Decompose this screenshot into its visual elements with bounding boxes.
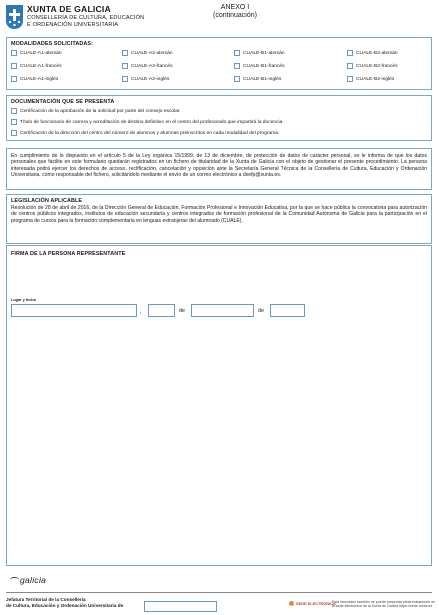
modalidad-option xyxy=(11,76,58,82)
modalidad-option xyxy=(347,76,394,82)
modalidad-label: CUALE-A1-alemán xyxy=(20,50,62,56)
documentacion-title: DOCUMENTACIÓN QUE SE PRESENTA xyxy=(11,99,115,105)
org-name: XUNTA DE GALICIA xyxy=(27,4,111,14)
modalidad-label: CUALE-A1-francés xyxy=(20,63,62,69)
modalidad-option xyxy=(122,76,169,82)
place-date-label: Lugar y fecha xyxy=(11,298,36,302)
modalidad-option xyxy=(347,50,398,56)
modalidades-section xyxy=(6,37,432,90)
doc-checkbox[interactable] xyxy=(11,130,17,136)
modalidad-label: CUALE-B2-inglés xyxy=(356,76,395,82)
modalidad-checkbox[interactable] xyxy=(122,50,128,56)
annex-subtitle: (continuación) xyxy=(213,12,257,19)
modalidad-option xyxy=(234,63,285,69)
footer-divider xyxy=(6,592,432,593)
sede-electronica-badge xyxy=(289,601,336,606)
sede-label: SEDE ELECTRÓNICA xyxy=(296,601,336,606)
modalidad-label: CUALE-A2-alemán xyxy=(131,50,173,56)
annex-heading xyxy=(205,4,265,20)
modalidad-label: CUALE-B2-alemán xyxy=(356,50,398,56)
sede-text-line1: Esta formulario también se puede presentar electrónicamente en xyxy=(332,600,436,604)
org-department-line2: E ORDENACIÓN UNIVERSITARIA xyxy=(27,22,119,28)
modalidad-option xyxy=(11,63,62,69)
modalidad-checkbox[interactable] xyxy=(11,76,17,82)
modalidad-label: CUALE-A2-inglés xyxy=(131,76,170,82)
privacy-text: En cumplimiento de lo dispuesto en el artículo 5 de la Ley orgánica 15/1999, de 13 de diciembre, de protección de datos de carácter personal, se le informa de que los datos personales que facilite en este formulario quedarán registrados en un fichero de titularidad de la Xunta de Galicia con el objeto de gestionar el presente procedimiento. La persona interesada podrá ejercer los derechos de acceso, rectificación, cancelación y oposición ante la Secretaría General Técnica de la Consellería de Cultura, Educación y Ordenación Universitaria, como responsable del fichero, solicitándolo mediante el envío de un correo electrónico a dxefp@xunta.es. xyxy=(11,153,427,179)
modalidad-checkbox[interactable] xyxy=(347,76,353,82)
place-input[interactable] xyxy=(11,304,137,317)
doc-item xyxy=(11,108,181,114)
legislacion-title: LEGISLACIÓN APLICABLE xyxy=(11,198,83,204)
modalidad-checkbox[interactable] xyxy=(347,50,353,56)
org-department-line1: CONSELLERÍA DE CULTURA, EDUCACIÓN xyxy=(27,15,145,21)
doc-label: Certificación de la aprobación de la solicitud por parte del consejo escolar. xyxy=(20,108,181,114)
office-location-input[interactable] xyxy=(144,601,217,612)
sede-text xyxy=(332,600,435,608)
galicia-logo xyxy=(10,575,46,585)
modalidad-label: CUALE-B1-alemán xyxy=(243,50,285,56)
modalidad-label: CUALE-B2-francés xyxy=(356,63,398,69)
footer-office xyxy=(6,597,123,608)
modalidad-option xyxy=(11,50,62,56)
modalidad-label: CUALE-B1-inglés xyxy=(243,76,282,82)
doc-item xyxy=(11,130,279,136)
doc-item xyxy=(11,119,284,125)
galicia-logo-icon xyxy=(10,577,19,583)
modalidad-label: CUALE-A2-francés xyxy=(131,63,173,69)
year-input[interactable] xyxy=(270,304,305,317)
annex-title: ANEXO I xyxy=(220,4,250,11)
modalidad-checkbox[interactable] xyxy=(234,63,240,69)
modalidad-option xyxy=(234,76,281,82)
modalidad-option xyxy=(122,50,173,56)
legislacion-section xyxy=(6,194,432,244)
firma-section xyxy=(6,245,432,566)
modalidad-checkbox[interactable] xyxy=(234,50,240,56)
modalidades-title: MODALIDADES SOLICITADAS: xyxy=(11,41,93,47)
de-separator: de xyxy=(179,308,185,314)
doc-checkbox[interactable] xyxy=(11,108,17,114)
month-input[interactable] xyxy=(191,304,254,317)
galicia-logo-text: galicia xyxy=(20,575,47,585)
documentacion-section xyxy=(6,95,432,141)
day-input[interactable] xyxy=(148,304,175,317)
doc-checkbox[interactable] xyxy=(11,119,17,125)
footer-office-line1: Jefatura Territorial de la Consellería xyxy=(6,597,86,602)
modalidad-label: CUALE-B1-francés xyxy=(243,63,285,69)
modalidad-label: CUALE-A1-inglés xyxy=(20,76,59,82)
doc-label: Título de funcionario de carrera y acreditación de destino definitivo en el centro del profesorado que impartirá la docencia. xyxy=(20,119,284,125)
footer-office-line2: de Cultura, Educación y Ordenación Universitaria de xyxy=(6,602,124,608)
modalidad-option xyxy=(122,63,173,69)
sede-text-line2: la sede electrónica de la Xunta de Galicia https://sede.xunta.es xyxy=(332,604,433,609)
sede-icon xyxy=(289,601,294,606)
privacy-section xyxy=(6,148,432,190)
modalidad-checkbox[interactable] xyxy=(347,63,353,69)
modalidad-option xyxy=(234,50,285,56)
firma-title: FIRMA DE LA PERSONA REPRESENTANTE xyxy=(11,251,126,257)
modalidad-checkbox[interactable] xyxy=(122,63,128,69)
comma-separator: , xyxy=(140,309,142,315)
modalidad-checkbox[interactable] xyxy=(11,50,17,56)
modalidad-checkbox[interactable] xyxy=(11,63,17,69)
modalidad-option xyxy=(347,63,398,69)
doc-label: Certificación de la dirección del centro del número de alumnos y alumnas preinscritos en cada modalidad del programa. xyxy=(20,130,280,136)
modalidad-checkbox[interactable] xyxy=(234,76,240,82)
de-separator: de xyxy=(258,308,264,314)
modalidad-checkbox[interactable] xyxy=(122,76,128,82)
legislacion-text: Resolución de 28 de abril de 2016, de la Dirección General de Educación, Formación Profesional e Innovación Educativa, por la que se hace pública la convocatoria para autorización de centros públicos integrados, institutos de educación secundaria y centros integrados de formación profesional de la Comunidad Autónoma de Galicia para la participación en el programa de cursos para la formación complementaria en lenguas extranjeras del alumnado (CUALE). xyxy=(11,205,427,224)
xunta-shield-icon xyxy=(6,5,23,29)
